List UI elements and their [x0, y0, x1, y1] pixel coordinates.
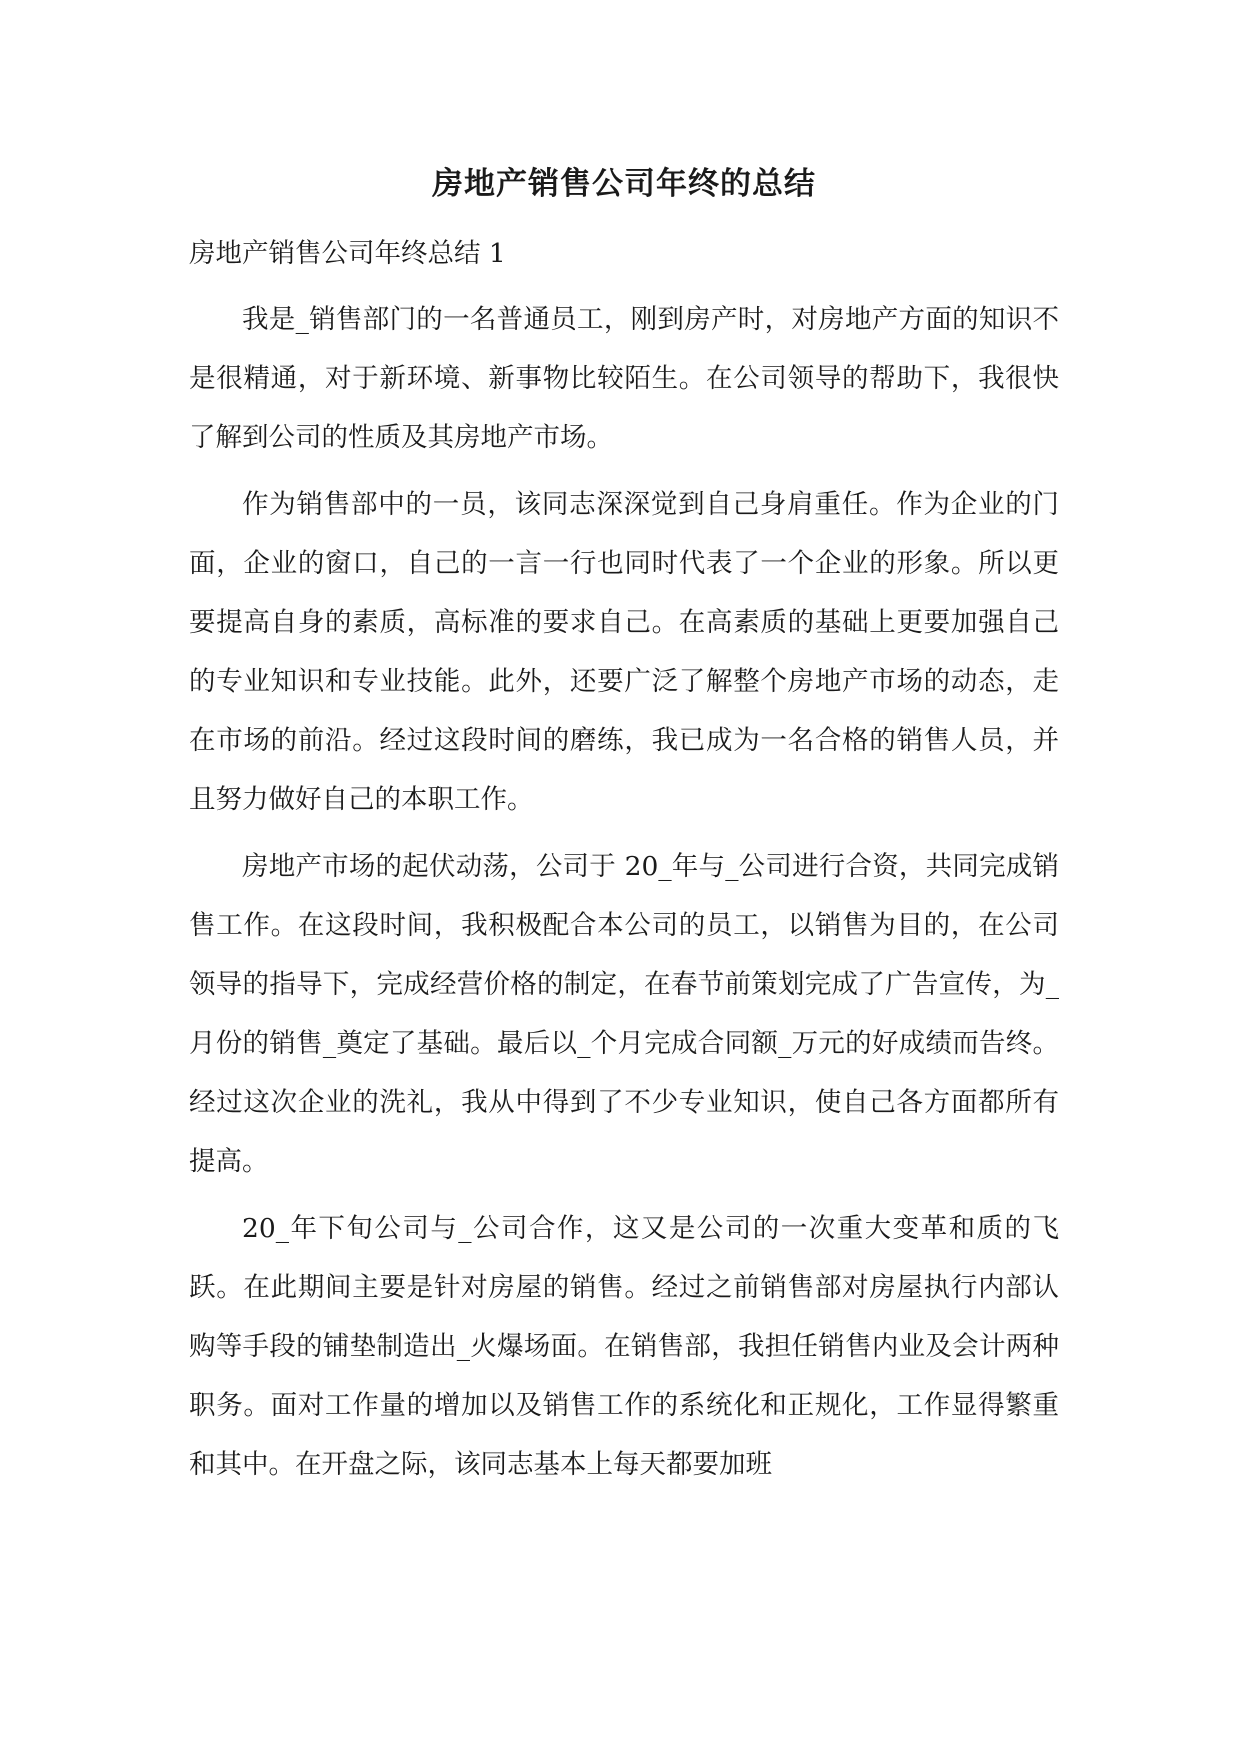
document-title: 房地产销售公司年终的总结	[432, 166, 816, 202]
paragraph-3: 房地产市场的起伏动荡，公司于 20_年与_公司进行合资，共同完成销售工作。在这段时间，我积极配合本公司的员工，以销售为目的，在公司领导的指导下，完成经营价格的制定，在春节前策划完成了广告宣传，为_月份的销售_奠定了基础。最后以_个月完成合同额_万元的好成绩而告终。经过这次企业的洗礼，我从中得到了不少专业知识，使自己各方面都所有提高。	[189, 851, 1059, 1177]
section-heading: 房地产销售公司年终总结 1	[189, 238, 506, 269]
paragraph-4: 20_年下旬公司与_公司合作，这又是公司的一次重大变革和质的飞跃。在此期间主要是针对房屋的销售。经过之前销售部对房屋执行内部认购等手段的铺垫制造出_火爆场面。在销售部，我担任销售内业及会计两种职务。面对工作量的增加以及销售工作的系统化和正规化，工作显得繁重和其中。在开盘之际，该同志基本上每天都要加班	[189, 1213, 1059, 1480]
paragraph-2: 作为销售部中的一员，该同志深深觉到自己身肩重任。作为企业的门面，企业的窗口，自己的一言一行也同时代表了一个企业的形象。所以更要提高自身的素质，高标准的要求自己。在高素质的基础上更要加强自己的专业知识和专业技能。此外，还要广泛了解整个房地产市场的动态，走在市场的前沿。经过这段时间的磨练，我已成为一名合格的销售人员，并且努力做好自己的本职工作。	[189, 489, 1059, 815]
paragraph-1: 我是_销售部门的一名普通员工，刚到房产时，对房地产方面的知识不是很精通，对于新环境、新事物比较陌生。在公司领导的帮助下，我很快了解到公司的性质及其房地产市场。	[189, 304, 1059, 453]
document-page	[189, 150, 1059, 1494]
